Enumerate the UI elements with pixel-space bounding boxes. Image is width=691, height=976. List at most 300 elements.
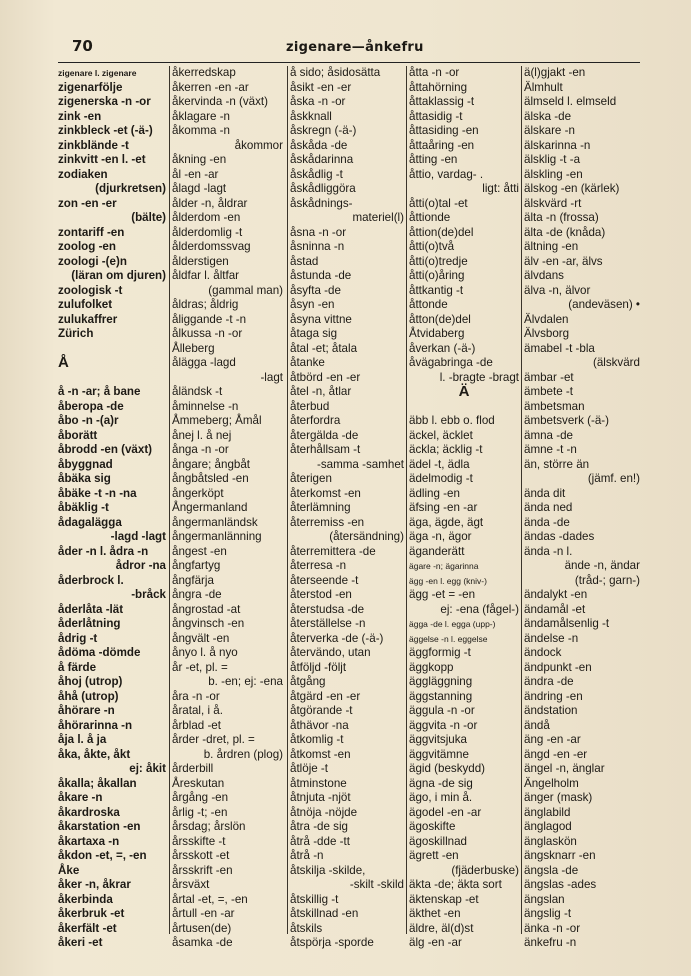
dictionary-entry: (andeväsen) • [568, 298, 640, 311]
dictionary-entry: återstudsa -de [290, 602, 365, 616]
dictionary-entry: ända dit [524, 486, 566, 500]
dictionary-entry: ägg -en l. egg (kniv-) [409, 575, 487, 586]
dictionary-entry: åskregn (-ä-) [290, 124, 357, 137]
dictionary-entry: åbyggnad [58, 457, 113, 471]
dictionary-entry: åhörare -n [58, 704, 115, 717]
dictionary-entry: äga, ägde, ägt [409, 515, 484, 529]
dictionary-entry: zulufolket [58, 298, 113, 311]
dictionary-entry: åkdon -et, =, -en [58, 849, 147, 862]
dictionary-entry: ändå [524, 718, 550, 732]
dictionary-entry: ål -en -ar [172, 167, 219, 181]
dictionary-entry: årder -dret, pl. = [172, 733, 255, 746]
dictionary-entry: ålder -n, åldrar [172, 196, 248, 210]
dictionary-entry: återställelse -n [290, 617, 366, 630]
dictionary-entry: äldre, äl(d)st [409, 921, 474, 935]
dictionary-entry: ämne -t -n [524, 443, 577, 456]
dictionary-entry: l. -bragte -bragt [439, 370, 519, 384]
dictionary-entry: (djurkretsen) [95, 182, 166, 195]
dictionary-entry: äga -n, ägor [409, 530, 472, 543]
dictionary-entry: Älvdalen [524, 312, 569, 326]
dictionary-entry: återbud [290, 399, 330, 413]
dictionary-entry: ädel -t, ädla [409, 457, 470, 471]
dictionary-entry: åker -n, åkrar [58, 878, 131, 891]
dictionary-entry: åbäke -t -n -na [58, 486, 137, 500]
dictionary-entry: ä(l)gjakt -en [524, 66, 586, 79]
dictionary-entry: ämbetsman [524, 399, 585, 413]
dictionary-entry: åkommor [234, 138, 283, 152]
dictionary-entry: -samma -samhet [317, 457, 404, 471]
dictionary-entry: åkeri -et [58, 936, 103, 949]
dictionary-entry: å färde [58, 660, 97, 674]
dictionary-entry: ånej l. å nej [172, 428, 232, 442]
dictionary-entry: åvägabringa -de [409, 356, 493, 369]
dictionary-entry: ångerköpt [172, 486, 224, 500]
dictionary-entry: åttkantig -t [409, 283, 464, 297]
dictionary-entry: ångfärja [172, 573, 214, 587]
dictionary-entry: -bråck [131, 588, 166, 601]
dictionary-entry: änger (mask) [524, 791, 593, 804]
dictionary-entry: åttonde [409, 298, 448, 311]
dictionary-entry: åttaklassig -t [409, 95, 475, 108]
dictionary-entry: ålderdomlig -t [172, 225, 243, 239]
dictionary-entry: årgång -en [172, 791, 229, 804]
column-1 [58, 66, 166, 949]
dictionary-entry: b. -en; ej: -ena [208, 675, 283, 688]
dictionary-entry: zigenarfölje [58, 80, 123, 94]
dictionary-entry: åbrodd -en (växt) [58, 443, 153, 456]
dictionary-entry: älskare -n [524, 124, 575, 137]
dictionary-entry: åtkomst -en [290, 747, 351, 761]
dictionary-entry: zigenerska -n -or [58, 95, 151, 108]
dictionary-entry: åtti(o)tredje [409, 254, 468, 268]
dictionary-entry: åsyn -en [290, 298, 335, 311]
dictionary-entry: åsna -n -or [290, 225, 347, 239]
dictionary-entry: årsskifte -t [172, 834, 226, 848]
dictionary-entry: ändelse -n [524, 631, 579, 645]
dictionary-entry: å -n -ar; å bane [58, 385, 141, 398]
dictionary-entry: årtull -en -ar [172, 907, 235, 920]
dictionary-entry: ändamålsenlig -t [524, 617, 610, 630]
dictionary-entry: äng -en -ar [524, 733, 581, 746]
dictionary-entry: ämna -de [524, 428, 573, 442]
dictionary-entry: zinkvitt -en l. -et [58, 153, 146, 166]
dictionary-entry: återfordra [290, 414, 341, 427]
dictionary-entry: ängslan [524, 892, 565, 906]
dictionary-entry: änglaskön [524, 834, 577, 848]
dictionary-entry: åtskils [290, 921, 323, 935]
dictionary-entry: ägoskillnad [409, 834, 468, 848]
dictionary-entry: åtminstone [290, 776, 347, 790]
dictionary-entry: ädelmodig -t [409, 472, 473, 485]
header-rule [58, 62, 640, 63]
dictionary-entry: åtrå -dde -tt [290, 834, 350, 848]
dictionary-entry: åtspörja -sporde [290, 936, 374, 949]
dictionary-entry: ändalykt -en [524, 588, 588, 601]
dictionary-entry: åttionde [409, 211, 451, 224]
column-2 [172, 66, 283, 949]
dictionary-entry: åthävor -na [290, 718, 349, 732]
dictionary-entry: ägna -de sig [409, 776, 473, 790]
dictionary-entry: åttahörning [409, 80, 468, 94]
dictionary-entry: ålkussa -n -or [172, 327, 243, 340]
dictionary-entry: åder -n l. ådra -n [58, 544, 149, 558]
dictionary-entry: åsyfta -de [290, 283, 341, 297]
dictionary-entry: materiel(l) [352, 211, 404, 224]
dictionary-entry: åtal -et; åtala [290, 341, 358, 355]
dictionary-entry: ängsla -de [524, 863, 579, 877]
dictionary-entry: Åreskutan [172, 776, 225, 790]
dictionary-entry: åtra -de sig [290, 820, 348, 833]
dictionary-entry [58, 342, 166, 357]
dictionary-entry: ängslig -t [524, 907, 572, 920]
dictionary-entry: äggkopp [409, 660, 454, 674]
dictionary-entry: ålagd -lagt [172, 182, 227, 195]
dictionary-entry: äktenskap -et [409, 892, 479, 906]
dictionary-entry: (jämf. en!) [587, 472, 640, 485]
dictionary-entry: ånyo l. å nyo [172, 646, 238, 659]
dictionary-entry: åderlåtning [58, 617, 121, 630]
dictionary-entry: ångvinsch -en [172, 617, 245, 630]
dictionary-entry: åkervinda -n (växt) [172, 95, 269, 108]
dictionary-entry: (älskvärd [592, 356, 640, 369]
dictionary-entry: åkning -en [172, 153, 227, 166]
dictionary-entry: åtton(de)del [409, 312, 471, 326]
dictionary-entry: åldfar l. åltfar [172, 269, 240, 282]
dictionary-entry: ålderstigen [172, 254, 229, 268]
dictionary-entry: ligt: åtti [482, 182, 519, 195]
dictionary-entry: åtel -n, åtlar [290, 385, 352, 398]
dictionary-entry: ådagalägga [58, 515, 122, 529]
dictionary-entry: åtti(o)tal -et [409, 196, 468, 210]
dictionary-entry: älva -n, älvor [524, 283, 591, 297]
column-divider [169, 66, 170, 934]
dictionary-entry: ångest -en [172, 544, 227, 558]
dictionary-entry: åderlåta -lät [58, 602, 124, 616]
dictionary-entry: -lagd -lagt [110, 530, 166, 543]
dictionary-entry: åkerredskap [172, 66, 236, 79]
dictionary-entry [409, 400, 519, 415]
dictionary-entry: ej: åkit [129, 762, 166, 775]
dictionary-entry: år -et, pl. = [172, 660, 228, 674]
dictionary-entry: ändamål -et [524, 602, 586, 616]
dictionary-entry: åtanke [290, 356, 325, 369]
dictionary-entry: återhållsam -t [290, 443, 361, 456]
dictionary-entry: ändring -en [524, 689, 583, 703]
dictionary-entry: åliggande -t -n [172, 312, 247, 326]
dictionary-entry: åska -n -or [290, 95, 346, 108]
dictionary-entry: än, större än [524, 457, 590, 471]
dictionary-entry: återstod -en [290, 588, 352, 601]
dictionary-entry: åkalla; åkallan [58, 776, 137, 790]
dictionary-entry: Älvsborg [524, 327, 570, 340]
dictionary-entry: (tråd-; garn-) [574, 573, 640, 587]
dictionary-entry: åtaga sig [290, 327, 338, 340]
dictionary-entry: äggula -n -or [409, 704, 475, 717]
dictionary-entry: ägg -et = -en [409, 588, 476, 601]
dictionary-entry: åsikt -en -er [290, 80, 352, 94]
dictionary-entry: årblad -et [172, 718, 221, 732]
dictionary-entry: åtskilja -skilde, [290, 863, 366, 877]
dictionary-entry: äbb l. ebb o. flod [409, 414, 495, 427]
dictionary-entry: ägo, i min å. [409, 791, 473, 804]
dictionary-entry: änkefru -n [524, 936, 577, 949]
dictionary-entry: återseende -t [290, 573, 359, 587]
dictionary-entry: ändock [524, 646, 562, 659]
dictionary-entry: ångbåtsled -en [172, 472, 249, 485]
dictionary-entry: åtnöja -nöjde [290, 805, 358, 819]
dictionary-entry: -lagt [260, 370, 283, 384]
dictionary-entry: älta -n (frossa) [524, 211, 599, 224]
dictionary-entry: ändas -dades [524, 530, 595, 543]
dictionary-entry: äkta -de; äkta sort [409, 878, 502, 891]
dictionary-entry: ämbete -t [524, 385, 573, 398]
dictionary-entry: ångrostad -at [172, 602, 241, 616]
dictionary-entry: årsskrift -en [172, 863, 233, 877]
dictionary-entry: åskåda -de [290, 138, 348, 152]
dictionary-entry: ände -n, ändar [564, 559, 640, 572]
dictionary-entry: åskådarinna [290, 153, 354, 166]
dictionary-entry: återkomst -en [290, 486, 361, 500]
dictionary-entry: zulukaffrer [58, 312, 118, 326]
dictionary-entry: åttasidig -t [409, 109, 463, 123]
dictionary-entry: åsamka -de [172, 936, 233, 949]
dictionary-entry: Åke [58, 863, 80, 877]
dictionary-entry: åkardroska [58, 805, 120, 819]
dictionary-entry: älmseld l. elmseld [524, 95, 617, 108]
dictionary-entry: zigenare l. zigenare [58, 68, 137, 78]
dictionary-entry: återremittera -de [290, 544, 376, 558]
dictionary-entry: ända ned [524, 501, 573, 514]
dictionary-entry: ådrig -t [58, 631, 98, 645]
dictionary-entry: återremiss -en [290, 515, 365, 529]
dictionary-entry: ängslas -ades [524, 878, 597, 891]
dictionary-entry: åstunda -de [290, 269, 352, 282]
dictionary-entry: åländsk -t [172, 385, 223, 398]
dictionary-entry: ängel -n, änglar [524, 762, 605, 775]
dictionary-entry: ända -de [524, 515, 570, 529]
column-divider [521, 66, 522, 934]
dictionary-entry: (fjäderbuske) [451, 863, 519, 877]
dictionary-entry: åkerbinda [58, 892, 113, 906]
dictionary-entry: ångare; ångbåt [172, 457, 251, 471]
dictionary-entry: åtnjuta -njöt [290, 791, 351, 804]
dictionary-entry: återresa -n [290, 559, 347, 572]
dictionary-entry: Åmmeberg; Åmål [172, 414, 262, 427]
dictionary-entry: åttasiding -en [409, 124, 479, 137]
column-4 [409, 66, 519, 949]
dictionary-entry: äggformig -t [409, 646, 471, 659]
running-head: zigenare—ånkefru [286, 40, 424, 55]
dictionary-entry: åskådnings- [290, 196, 353, 210]
dictionary-entry: ämabel -t -bla [524, 341, 595, 355]
dictionary-entry: ångermanländsk [172, 515, 258, 529]
dictionary-entry: ägoskifte [409, 820, 456, 833]
dictionary-entry: åtkomlig -t [290, 733, 344, 746]
dictionary-entry: åtti(o)åring [409, 269, 465, 282]
dictionary-entry: åbäka sig [58, 472, 111, 485]
dictionary-entry: årsväxt [172, 878, 210, 891]
dictionary-entry: älskog -en (kärlek) [524, 182, 620, 195]
dictionary-entry: zoologisk -t [58, 283, 123, 297]
dictionary-entry: åtskillnad -en [290, 907, 359, 920]
dictionary-entry: ändpunkt -en [524, 660, 592, 674]
dictionary-entry: åtgörande -t [290, 704, 353, 717]
page-number: 70 [72, 37, 93, 55]
dictionary-entry: zon -en -er [58, 196, 117, 210]
dictionary-entry: ägare -n; ägarinna [409, 561, 479, 571]
dictionary-entry: åtting -en [409, 153, 458, 166]
dictionary-entry: åja l. å ja [58, 733, 107, 746]
dictionary-entry: åbäklig -t [58, 501, 109, 514]
dictionary-entry: ålägga -lagd [172, 356, 236, 369]
dictionary-entry: årtal -et, =, -en [172, 892, 248, 906]
dictionary-entry: ändstation [524, 704, 578, 717]
dictionary-entry: ädling -en [409, 486, 460, 500]
dictionary-entry: årderbill [172, 762, 214, 775]
dictionary-entry: ångermanlänning [172, 530, 262, 543]
dictionary-entry: ångra -de [172, 588, 222, 601]
dictionary-entry: ångvält -en [172, 631, 230, 645]
dictionary-entry: äganderätt [409, 544, 465, 558]
dictionary-entry: åborätt [58, 428, 98, 442]
column-divider [287, 66, 288, 934]
dictionary-entry: -skilt -skild [349, 878, 404, 891]
dictionary-entry: återvändo, utan [290, 646, 371, 659]
dictionary-entry: åtbörd -en -er [290, 370, 361, 384]
dictionary-entry: ängd -en -er [524, 747, 588, 761]
dictionary-entry: åstad [290, 254, 319, 268]
dictionary-entry: åkartaxa -n [58, 834, 120, 848]
dictionary-entry: åskådliggöra [290, 182, 356, 195]
dictionary-entry: återigen [290, 472, 332, 485]
dictionary-entry: äfsing -en -ar [409, 501, 478, 514]
dictionary-entry: åkomma -n [172, 124, 230, 137]
dictionary-entry: återgälda -de [290, 428, 359, 442]
dictionary-entry: å sido; åsidosätta [290, 66, 381, 79]
dictionary-entry: åkerfält -et [58, 921, 117, 935]
dictionary-entry: åka, åkte, åkt [58, 747, 131, 761]
dictionary-entry: älska -de [524, 109, 572, 123]
dictionary-entry: äkthet -en [409, 907, 461, 920]
dictionary-entry: äggstanning [409, 689, 473, 703]
dictionary-entry: åminnelse -n [172, 399, 239, 413]
dictionary-entry: Åtvidaberg [409, 327, 465, 340]
dictionary-entry: Zürich [58, 327, 94, 340]
dictionary-entry: åldras; åldrig [172, 298, 239, 311]
dictionary-entry: Ä [458, 383, 470, 400]
dictionary-entry: ägrett -en [409, 849, 459, 862]
dictionary-entry: ådror -na [115, 559, 166, 572]
dictionary-entry: återverka -de (-ä-) [290, 631, 384, 645]
dictionary-entry: åklagare -n [172, 109, 231, 123]
dictionary-entry: zontariff -en [58, 225, 125, 239]
dictionary-entry: älta -de (knåda) [524, 225, 606, 239]
dictionary-entry: åhoj (utrop) [58, 675, 123, 688]
column-5 [524, 66, 640, 949]
dictionary-entry: åberopa -de [58, 399, 124, 413]
dictionary-entry: ägid (beskydd) [409, 762, 486, 775]
column-3 [290, 66, 404, 949]
dictionary-entry: Ångermanland [172, 501, 248, 514]
dictionary-entry: änglabild [524, 805, 571, 819]
dictionary-entry: ådöma -dömde [58, 646, 141, 659]
dictionary-entry: zinkbländе -t [58, 138, 129, 152]
dictionary-entry: årsdag; årslön [172, 820, 246, 833]
dictionary-entry: åsninna -n [290, 240, 345, 253]
dictionary-entry: Älmhult [524, 80, 563, 94]
dictionary-entry: änka -n -or [524, 921, 581, 935]
dictionary-entry: älv -en -ar, älvs [524, 254, 603, 268]
dictionary-entry: årtusen(de) [172, 921, 232, 935]
dictionary-entry: åskknall [290, 109, 332, 123]
dictionary-entry: ämbetsverk (-ä-) [524, 414, 610, 427]
dictionary-entry: (bälte) [131, 211, 166, 224]
dictionary-entry: älskling -en [524, 167, 583, 181]
dictionary-entry: Ängelholm [524, 776, 579, 790]
dictionary-entry: åttion(de)del [409, 225, 474, 239]
dictionary-entry: Å [58, 354, 69, 371]
dictionary-entry: ägga -de l. egga (upp-) [409, 619, 496, 629]
dictionary-entry: b. årdren (plog) [203, 747, 283, 761]
dictionary-entry: zoologi -(e)n [58, 254, 127, 268]
dictionary-entry: ägodel -en -ar [409, 805, 482, 819]
dictionary-entry: åttio, vardag- . [409, 167, 484, 181]
dictionary-entry: zodiaken [58, 167, 108, 181]
dictionary-entry: ånga -n -or [172, 443, 229, 456]
dictionary-entry: åtlöje -t [290, 762, 329, 775]
dictionary-entry: åra -n -or [172, 689, 220, 703]
dictionary-entry: äckla; äcklig -t [409, 443, 483, 456]
dictionary-entry: åtföljd -följt [290, 660, 347, 674]
dictionary-entry: äckel, äcklet [409, 428, 473, 442]
dictionary-entry: äggläggning [409, 675, 473, 688]
column-divider [406, 66, 407, 934]
dictionary-entry: ändra -de [524, 675, 574, 688]
dictionary-entry: (gammal man) [208, 283, 283, 297]
dictionary-entry: (återsändning) [329, 530, 404, 543]
dictionary-entry: älskvärd -rt [524, 196, 582, 210]
dictionary-entry: älskarinna -n [524, 138, 591, 152]
dictionary-entry: ältning -en [524, 240, 579, 253]
dictionary-entry: åtskillig -t [290, 892, 339, 906]
dictionary-entry: ämbar -et [524, 370, 574, 384]
dictionary-entry: åkarstation -en [58, 820, 141, 833]
dictionary-entry: åtta -n -or [409, 66, 460, 79]
dictionary-entry: åratal, i å. [172, 704, 223, 717]
dictionary-entry: åderbrock l. [58, 573, 124, 587]
dictionary-entry: ångfartyg [172, 559, 221, 572]
dictionary-entry: zinkbleck -et (-ä-) [58, 124, 153, 137]
dictionary-entry: ända -n l. [524, 544, 573, 558]
dictionary-entry: åttaåring -en [409, 138, 475, 152]
dictionary-entry: äggelse -n l. eggelse [409, 633, 488, 644]
dictionary-entry: Ålleberg [172, 341, 215, 355]
dictionary-entry: älsklig -t -a [524, 153, 581, 166]
dictionary-entry: åkerbruk -et [58, 907, 125, 920]
dictionary-entry: åbo -n -(a)r [58, 414, 119, 427]
dictionary-entry: åhå (utrop) [58, 689, 119, 703]
dictionary-entry: åkare -n [58, 791, 103, 804]
dictionary-entry: (läran om djuren) [71, 269, 166, 282]
dictionary-entry: ängsknarr -en [524, 849, 596, 862]
dictionary-entry: ålderdomssvag [172, 240, 251, 253]
dictionary-entry: ålderdom -en [172, 211, 241, 224]
dictionary-entry: zink -en [58, 109, 102, 123]
dictionary-entry: åkerren -en -ar [172, 80, 249, 94]
dictionary-entry: älg -en -ar [409, 936, 462, 949]
dictionary-entry: årlig -t; -en [172, 805, 228, 819]
dictionary-entry: återlämning [290, 501, 351, 514]
